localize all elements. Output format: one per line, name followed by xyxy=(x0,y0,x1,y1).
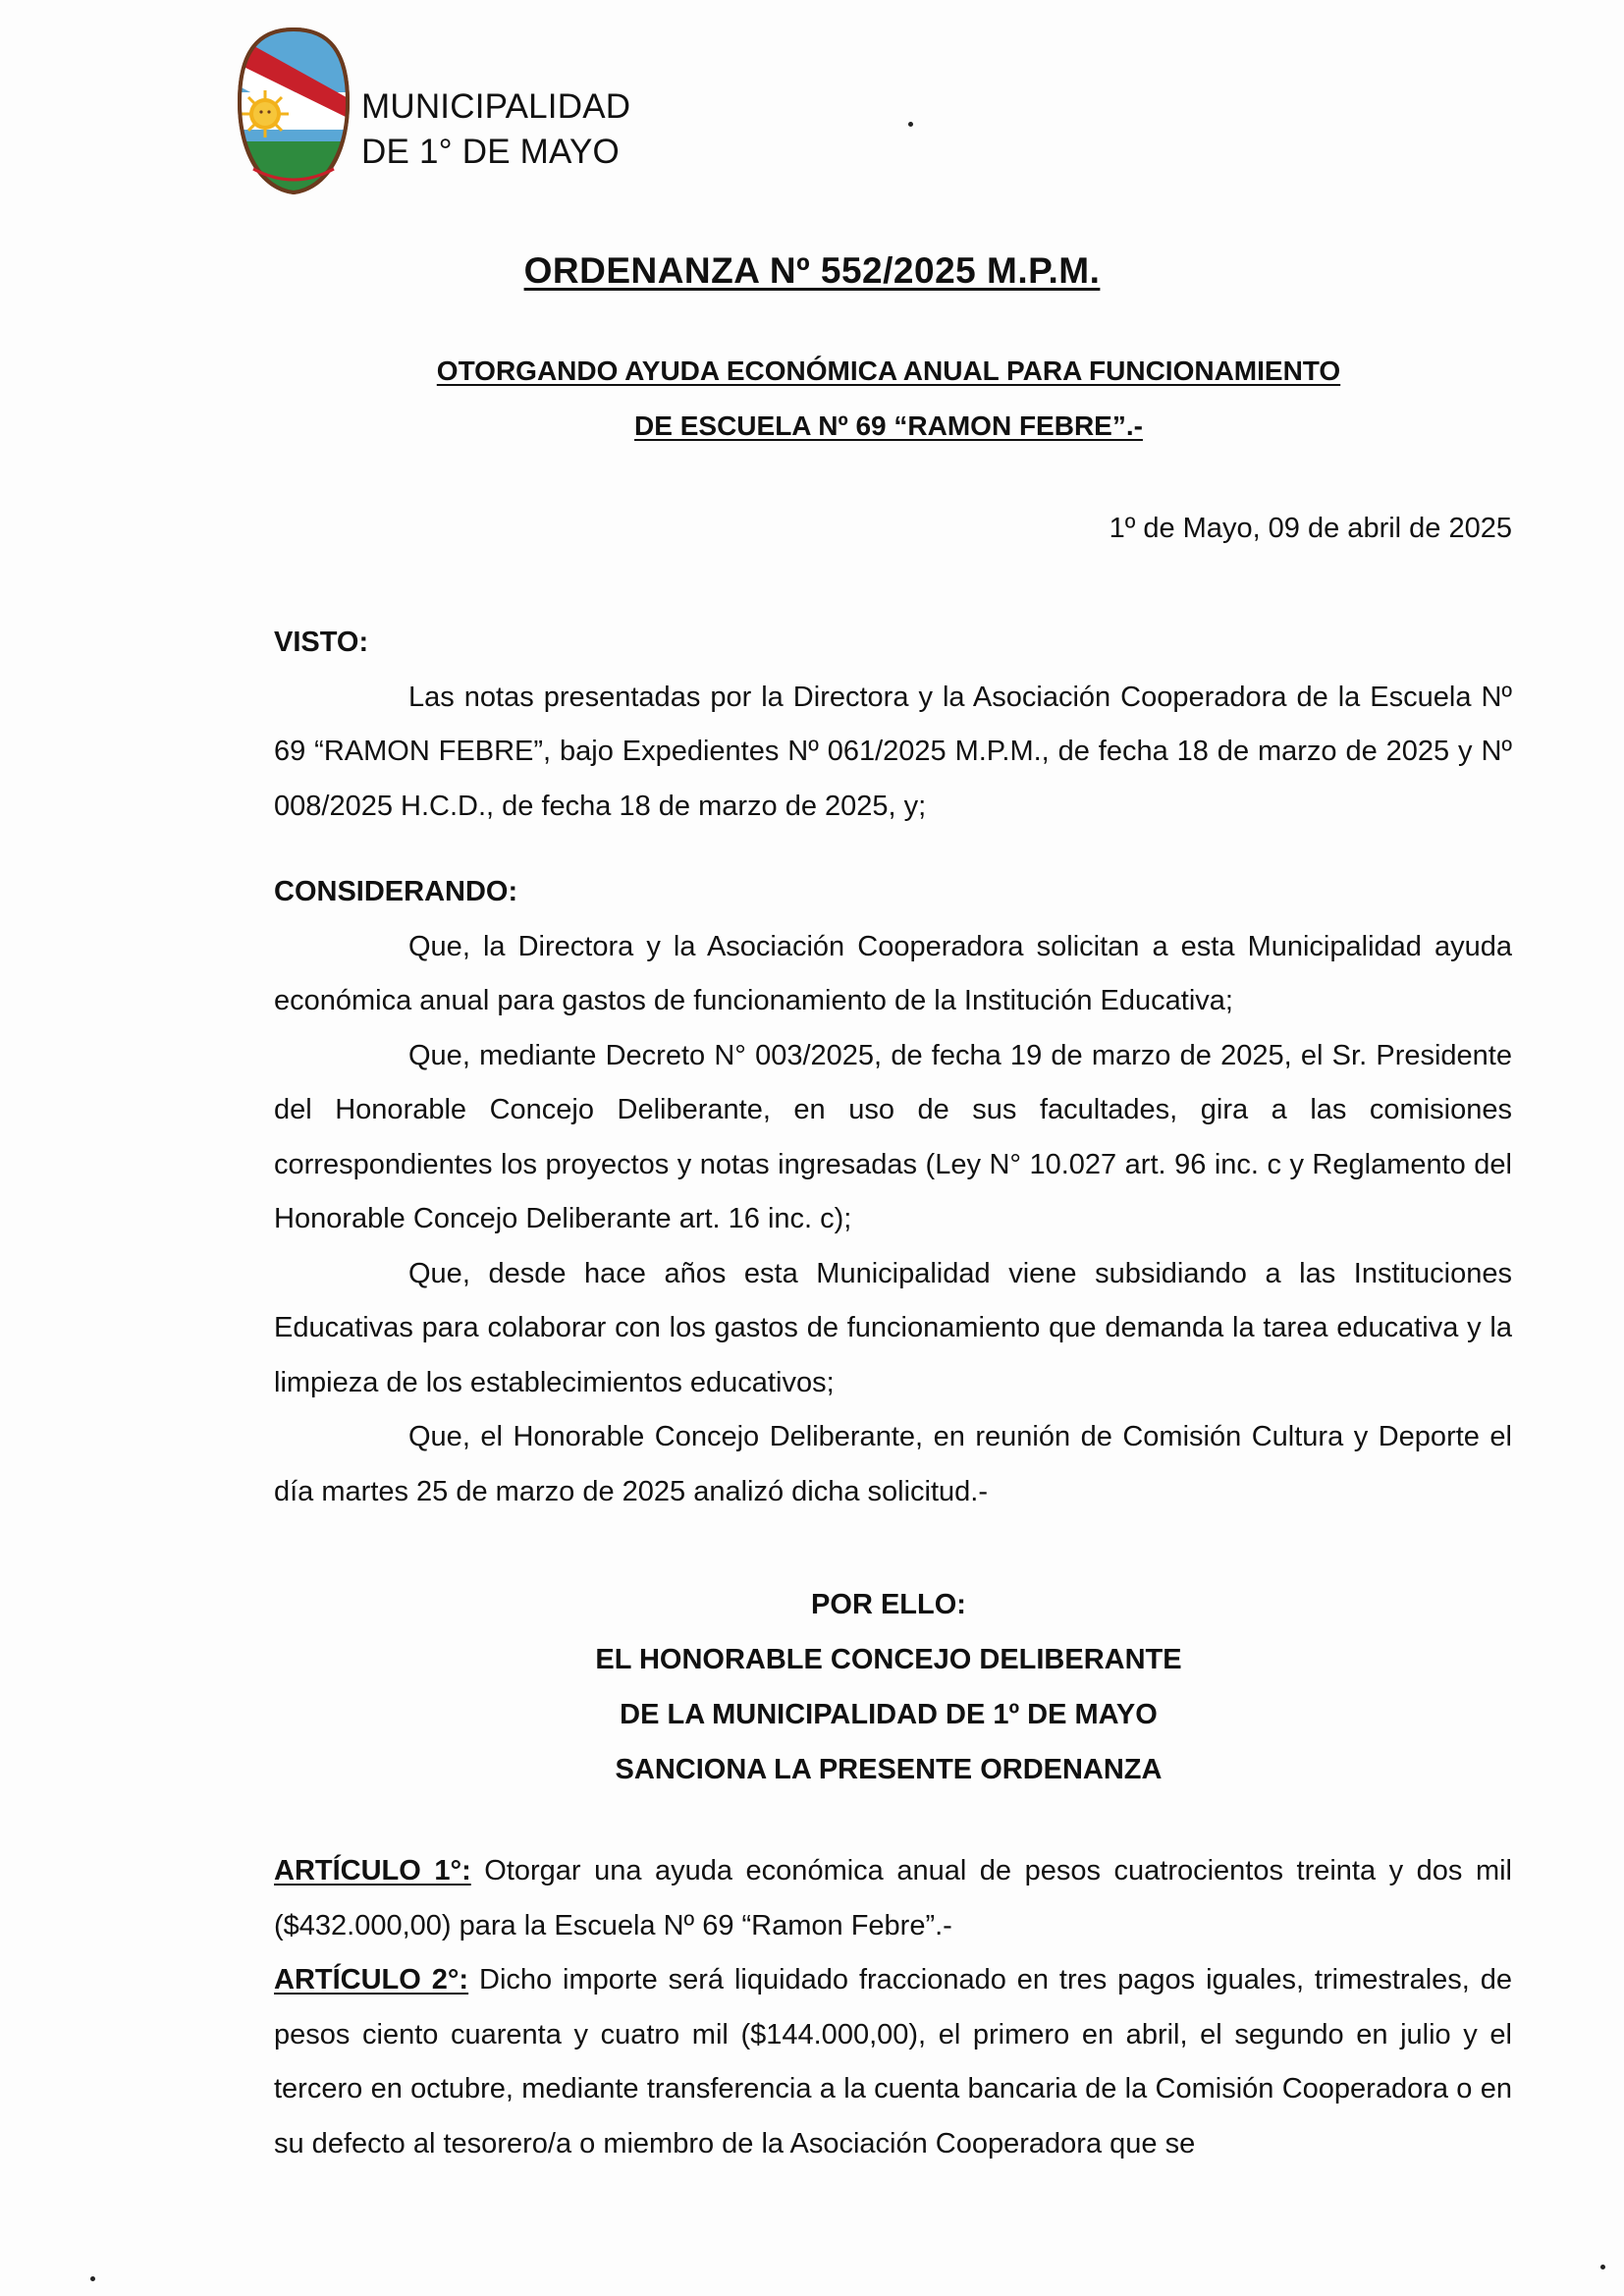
ordinance-title: ORDENANZA Nº 552/2025 M.P.M. xyxy=(523,250,1101,291)
article-text: Otorgar una ayuda económica anual de pesos cuatrocientos treinta y dos mil ($432.000,00) para la Escuela Nº 69 “Ramon Febre”.- xyxy=(274,1855,1512,1941)
organization-name-line1: MUNICIPALIDAD xyxy=(361,87,631,126)
ordinance-subtitle-line1: OTORGANDO AYUDA ECONÓMICA ANUAL PARA FUNCIONAMIENTO xyxy=(436,355,1341,386)
por-ello-line: DE LA MUNICIPALIDAD DE 1º DE MAYO xyxy=(620,1699,1158,1730)
considerando-paragraph: Que, mediante Decreto N° 003/2025, de fecha 19 de marzo de 2025, el Sr. Presidente del Honorable Concejo Deliberante, en uso de sus facultades, gira a las comisiones correspondientes los proyectos y notas ingresadas (Ley N° 10.027 art. 96 inc. c y Reglamento del Honorable Concejo Deliberante art. 16 inc. c); xyxy=(274,1039,1512,1234)
considerando-paragraph: Que, desde hace años esta Municipalidad viene subsidiando a las Instituciones Educativas para colaborar con los gastos de funcionamiento que demanda la tarea educativa y la limpieza de los establecimientos educativos; xyxy=(274,1257,1512,1398)
visto-paragraph: Las notas presentadas por la Directora y la Asociación Cooperadora de la Escuela Nº 69 “RAMON FEBRE”, bajo Expedientes Nº 061/2025 M.P.M., de fecha 18 de marzo de 2025 y Nº 008/2025 H.C.D., de fecha 18 de marzo de 2025, y; xyxy=(274,681,1512,822)
document-date: 1º de Mayo, 09 de abril de 2025 xyxy=(1109,513,1512,544)
municipal-seal-icon xyxy=(236,24,352,196)
organization-name-line2: DE 1° DE MAYO xyxy=(361,133,620,171)
ordinance-subtitle xyxy=(324,344,1453,454)
scan-speck xyxy=(90,2276,95,2281)
article-text: Dicho importe será liquidado fraccionado en tres pagos iguales, trimestrales, de pesos ciento cuarenta y cuatro mil ($144.000,00), el primero en abril, el segundo en julio y el tercero en octubre, mediante transferencia a la cuenta bancaria de la Comisión Cooperadora o en su defecto al tesorero/a o miembro de la Asociación Cooperadora que se xyxy=(274,1964,1512,2159)
article-2 xyxy=(274,1953,1512,2171)
considerando-section xyxy=(274,865,1512,1519)
scan-speck xyxy=(908,122,913,127)
organization-name xyxy=(361,84,630,175)
visto-section xyxy=(274,616,1512,834)
articles-section xyxy=(274,1844,1512,2171)
por-ello-line: EL HONORABLE CONCEJO DELIBERANTE xyxy=(595,1644,1182,1675)
article-label: ARTÍCULO 1°: xyxy=(274,1855,471,1886)
considerando-paragraph: Que, la Directora y la Asociación Cooperadora solicitan a esta Municipalidad ayuda económica anual para gastos de funcionamiento de la Institución Educativa; xyxy=(274,930,1512,1016)
considerando-paragraph: Que, el Honorable Concejo Deliberante, en reunión de Comisión Cultura y Deporte el día martes 25 de marzo de 2025 analizó dicha solicitud.- xyxy=(274,1421,1512,1507)
por-ello-block xyxy=(324,1577,1453,1797)
visto-heading: VISTO: xyxy=(274,627,369,658)
por-ello-line: POR ELLO: xyxy=(811,1589,966,1620)
ordinance-subtitle-line2: DE ESCUELA Nº 69 “RAMON FEBRE”.- xyxy=(634,410,1143,441)
article-label: ARTÍCULO 2°: xyxy=(274,1964,469,1995)
letterhead xyxy=(236,24,727,200)
considerando-heading: CONSIDERANDO: xyxy=(274,876,518,907)
scan-speck xyxy=(1600,2265,1605,2269)
por-ello-line: SANCIONA LA PRESENTE ORDENANZA xyxy=(615,1754,1163,1785)
article-1 xyxy=(274,1844,1512,1953)
